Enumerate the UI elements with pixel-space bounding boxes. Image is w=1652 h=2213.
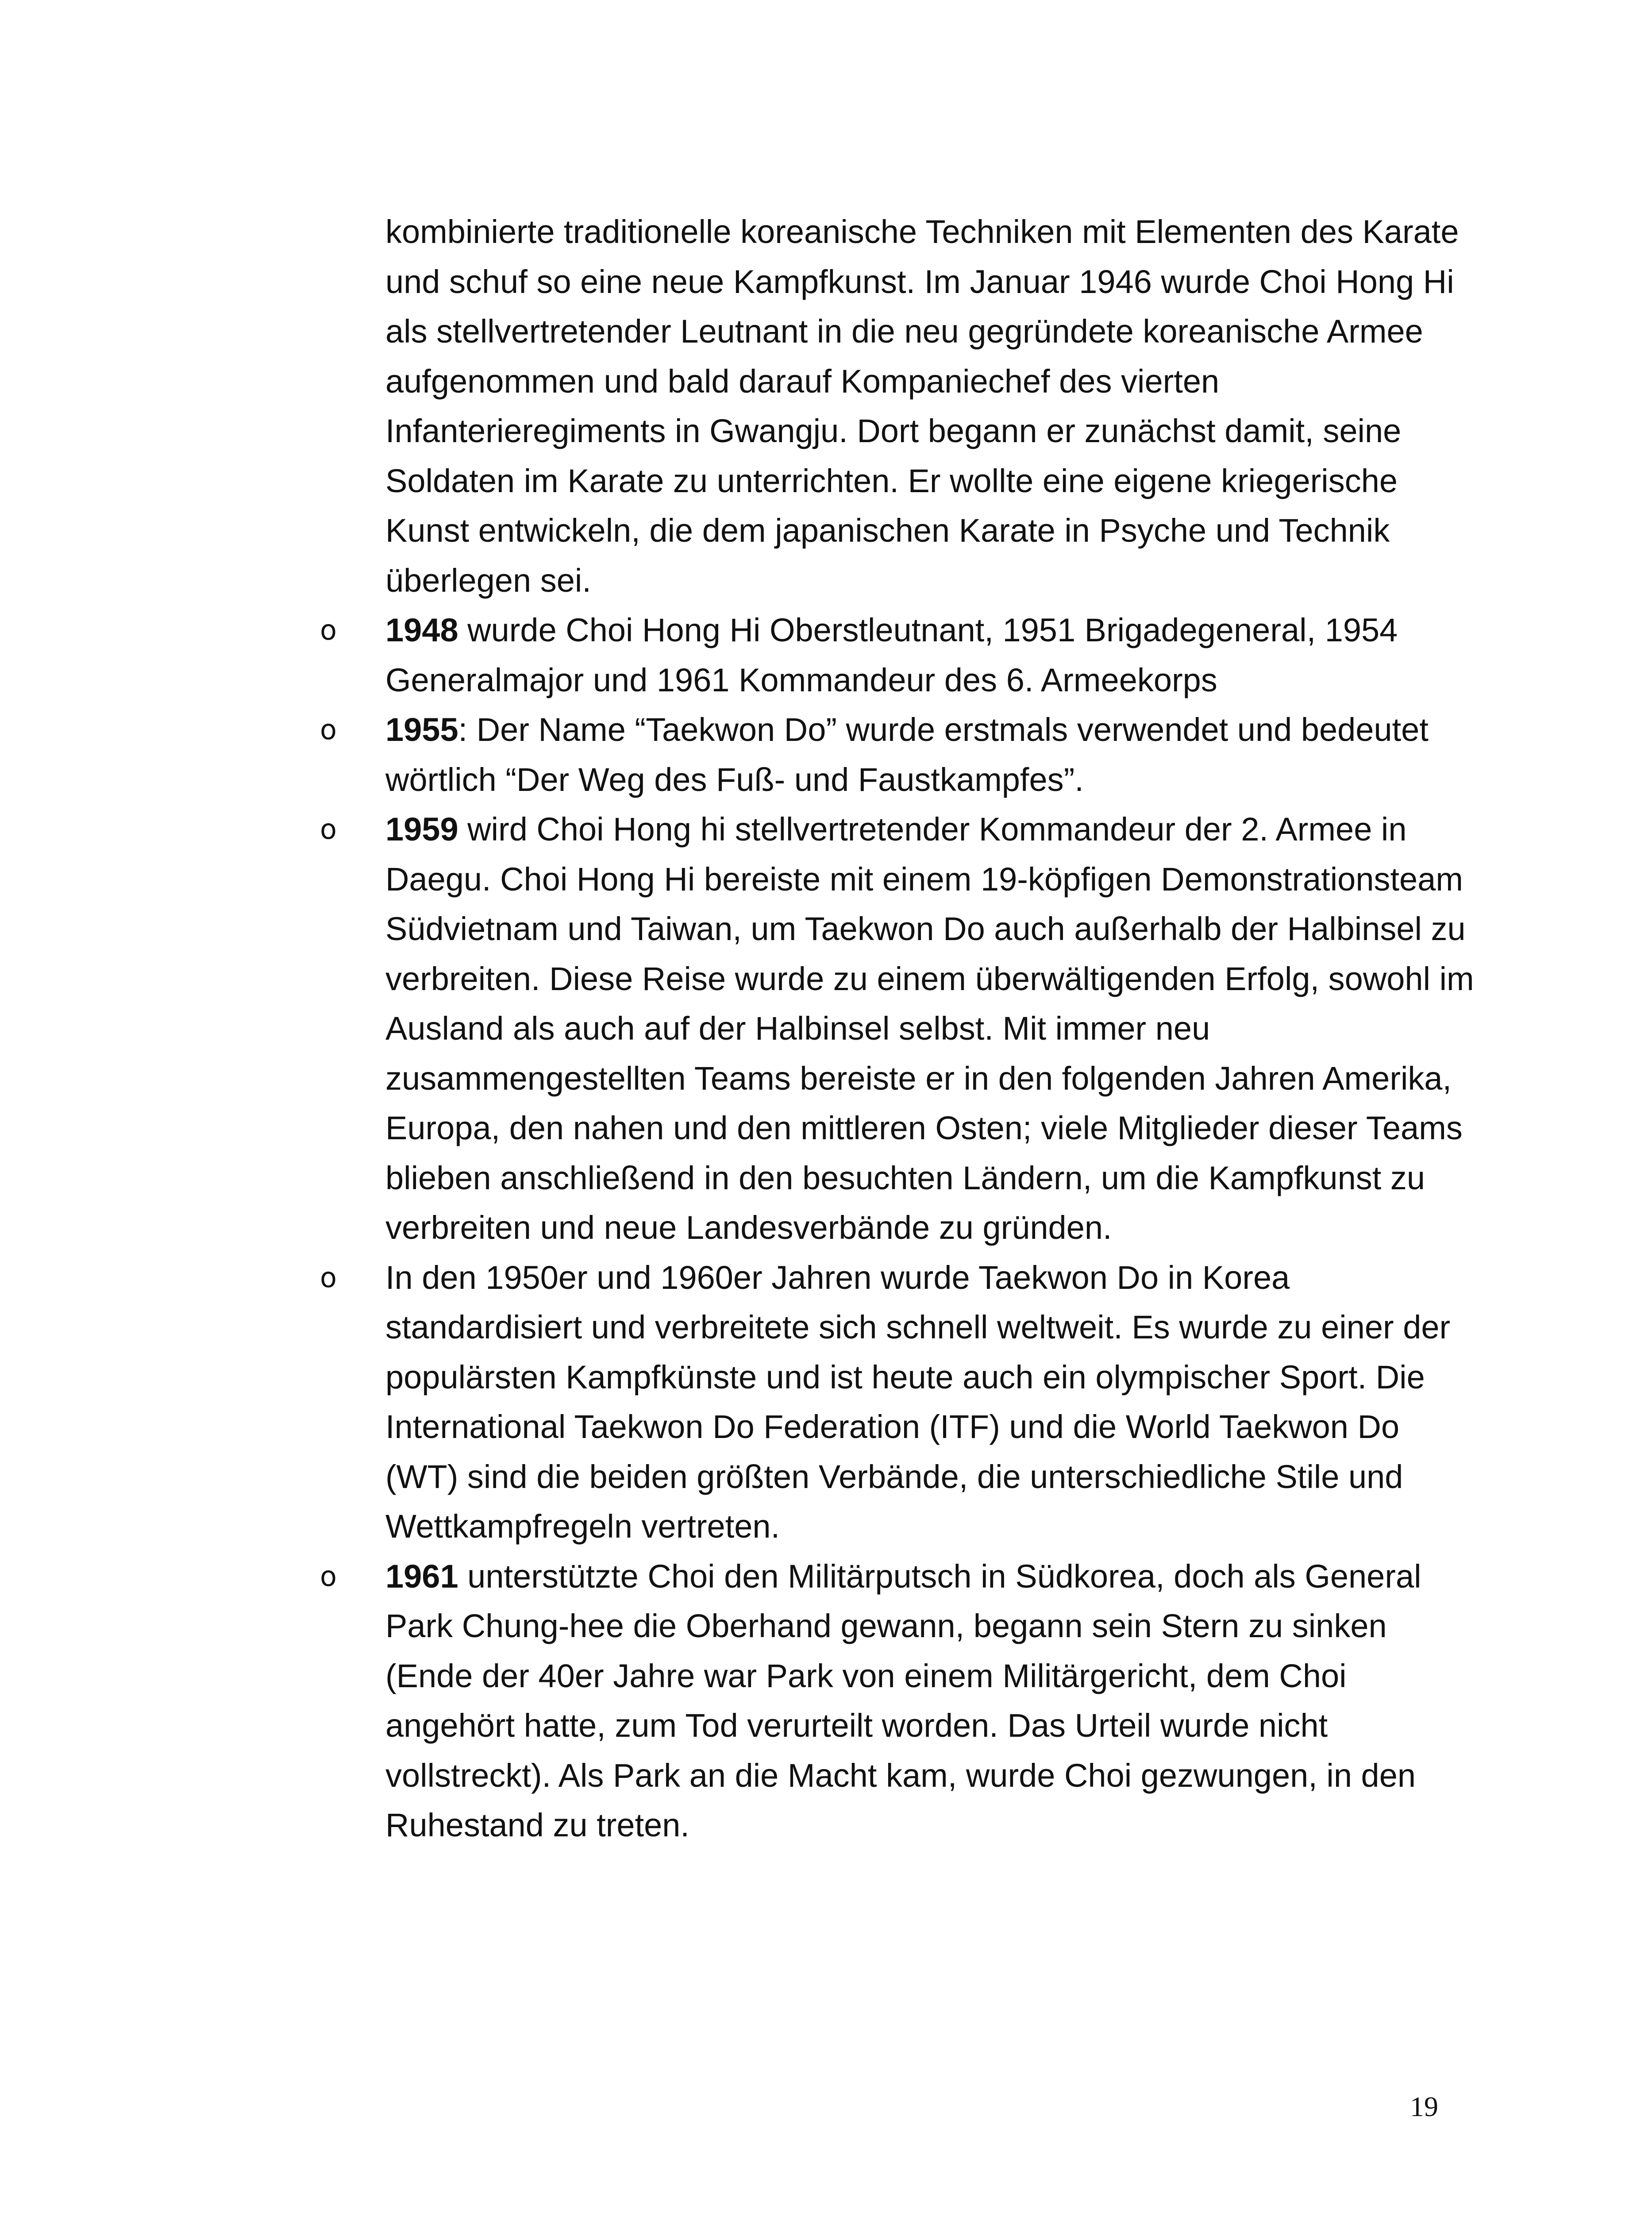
list-item-text: wurde Choi Hong Hi Oberstleutnant, 1951 Brigadegeneral, 1954 Generalmajor und 1961 Kommandeur des 6. Armeekorps	[385, 612, 1398, 698]
list-item-text: unterstützte Choi den Militärputsch in Südkorea, doch als General Park Chung-hee die Oberhand gewann, begann sein Stern zu sinken (Ende der 40er Jahre war Park von einem Militärgericht, dem Choi angehört hatte, zum Tod verurteilt worden. Das Urteil wurde nicht vollstreckt). Als Park an die Macht kam, wurde Choi gezwungen, in den Ruhestand zu treten.	[385, 1558, 1421, 1843]
list-item-1955	[320, 705, 1479, 805]
list-item-1950s-1960s	[320, 1253, 1479, 1552]
list-item-text: : Der Name “Taekwon Do” wurde erstmals verwendet und bedeutet wörtlich “Der Weg des Fuß- und Faustkampfes”.	[385, 711, 1429, 798]
bullet-circle-icon: o	[320, 713, 337, 746]
bullet-list	[320, 605, 1479, 1851]
list-item-1948	[320, 605, 1479, 705]
list-item-text: In den 1950er und 1960er Jahren wurde Taekwon Do in Korea standardisiert und verbreitete sich schnell weltweit. Es wurde zu einer der populärsten Kampfkünste und ist heute auch ein olympischer Sport. Die International Taekwon Do Federation (ITF) und die World Taekwon Do (WT) sind die beiden größten Verbände, die unterschiedliche Stile und Wettkampfregeln vertreten.	[385, 1259, 1451, 1545]
year-label: 1961	[385, 1558, 458, 1595]
list-item-1961	[320, 1552, 1479, 1851]
page-body	[320, 207, 1479, 1851]
page-number: 19	[1410, 2091, 1438, 2122]
list-item-1959	[320, 805, 1479, 1253]
year-label: 1959	[385, 811, 458, 848]
bullet-circle-icon: o	[320, 614, 337, 646]
year-label: 1955	[385, 711, 458, 748]
year-label: 1948	[385, 612, 458, 648]
bullet-circle-icon: o	[320, 1560, 337, 1592]
list-item-text: wird Choi Hong hi stellvertretender Kommandeur der 2. Armee in Daegu. Choi Hong Hi bereiste mit einem 19-köpfigen Demonstrationsteam Südvietnam und Taiwan, um Taekwon Do auch außerhalb der Halbinsel zu verbreiten. Diese Reise wurde zu einem überwältigenden Erfolg, sowohl im Ausland als auch auf der Halbinsel selbst. Mit immer neu zusammengestellten Teams bereiste er in den folgenden Jahren Amerika, Europa, den nahen und den mittleren Osten; viele Mitglieder dieser Teams blieben anschließend in den besuchten Ländern, um die Kampfkunst zu verbreiten und neue Landesverbände zu gründen.	[385, 811, 1474, 1246]
intro-paragraph: kombinierte traditionelle koreanische Techniken mit Elementen des Karate und schuf so eine neue Kampfkunst. Im Januar 1946 wurde Choi Hong Hi als stellvertretender Leutnant in die neu gegründete koreanische Armee aufgenommen und bald darauf Kompaniechef des vierten Infanterieregiments in Gwangju. Dort begann er zunächst damit, seine Soldaten im Karate zu unterrichten. Er wollte eine eigene kriegerische Kunst entwickeln, die dem japanischen Karate in Psyche und Technik überlegen sei.	[385, 213, 1459, 599]
bullet-circle-icon: o	[320, 813, 337, 845]
bullet-circle-icon: o	[320, 1261, 337, 1294]
